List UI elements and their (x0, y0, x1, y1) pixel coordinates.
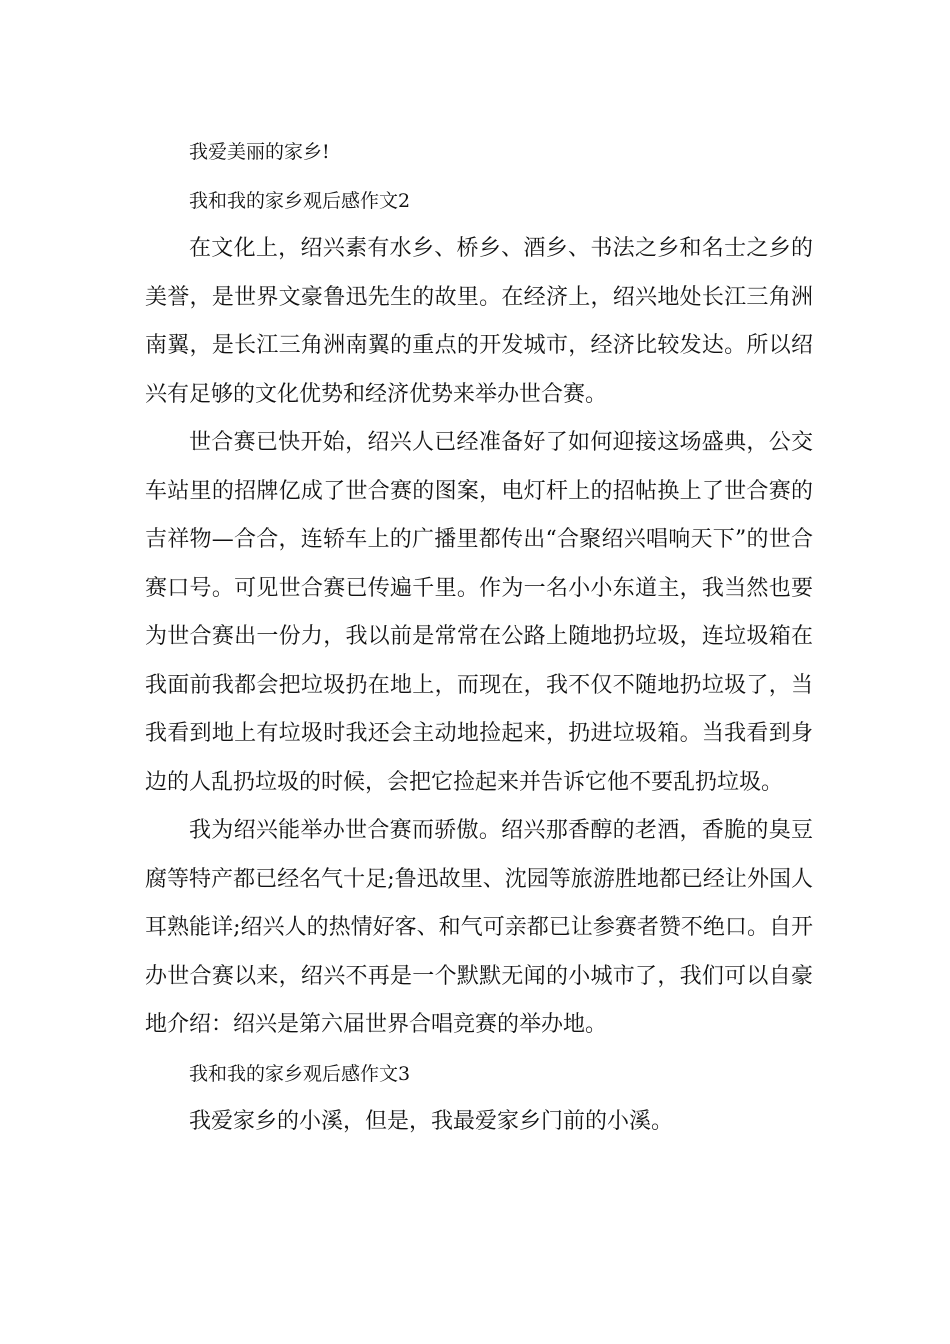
section-heading-essay-2: 我和我的家乡观后感作文2 (189, 189, 411, 212)
paragraph-pride: 我为绍兴能举办世合赛而骄傲。绍兴那香醇的老酒，香脆的臭豆腐等特产都已经名气十足;鲁迅故里、沈园等旅游胜地都已经让外国人耳熟能详;绍兴人的热情好客、和气可亲都已让参赛者赞不绝口。自开办世合赛以来，绍兴不再是一个默默无闻的小城市了，我们可以自豪地介绍：绍兴是第六届世界合唱竞赛的举办地。 (145, 818, 813, 1037)
document-body (145, 128, 813, 1147)
paragraph-culture-economy: 在文化上，绍兴素有水乡、桥乡、酒乡、书法之乡和名士之乡的美誉，是世界文豪鲁迅先生的故里。在经济上，绍兴地处长江三角洲南翼，是长江三角洲南翼的重点的开发城市，经济比较发达。所以绍兴有足够的文化优势和经济优势来举办世合赛。 (145, 236, 813, 407)
paragraph-preparation: 世合赛已快开始，绍兴人已经准备好了如何迎接这场盛典，公交车站里的招牌亿成了世合赛的图案，电灯杆上的招帖换上了世合赛的吉祥物—合合，连轿车上的广播里都传出“合聚绍兴唱响天下”的世合赛口号。可见世合赛已传遍千里。作为一名小小东道主，我当然也要为世合赛出一份力，我以前是常常在公路上随地扔垃圾，连垃圾箱在我面前我都会把垃圾扔在地上，而现在，我不仅不随地扔垃圾了，当我看到地上有垃圾时我还会主动地捡起来，扔进垃圾箱。当我看到身边的人乱扔垃圾的时候，会把它捡起来并告诉它他不要乱扔垃圾。 (145, 430, 813, 795)
paragraph-stream: 我爱家乡的小溪，但是，我最爱家乡门前的小溪。 (189, 1109, 674, 1134)
paragraph-closing-line: 我爱美丽的家乡! (189, 141, 330, 163)
section-heading-essay-3: 我和我的家乡观后感作文3 (189, 1062, 411, 1085)
